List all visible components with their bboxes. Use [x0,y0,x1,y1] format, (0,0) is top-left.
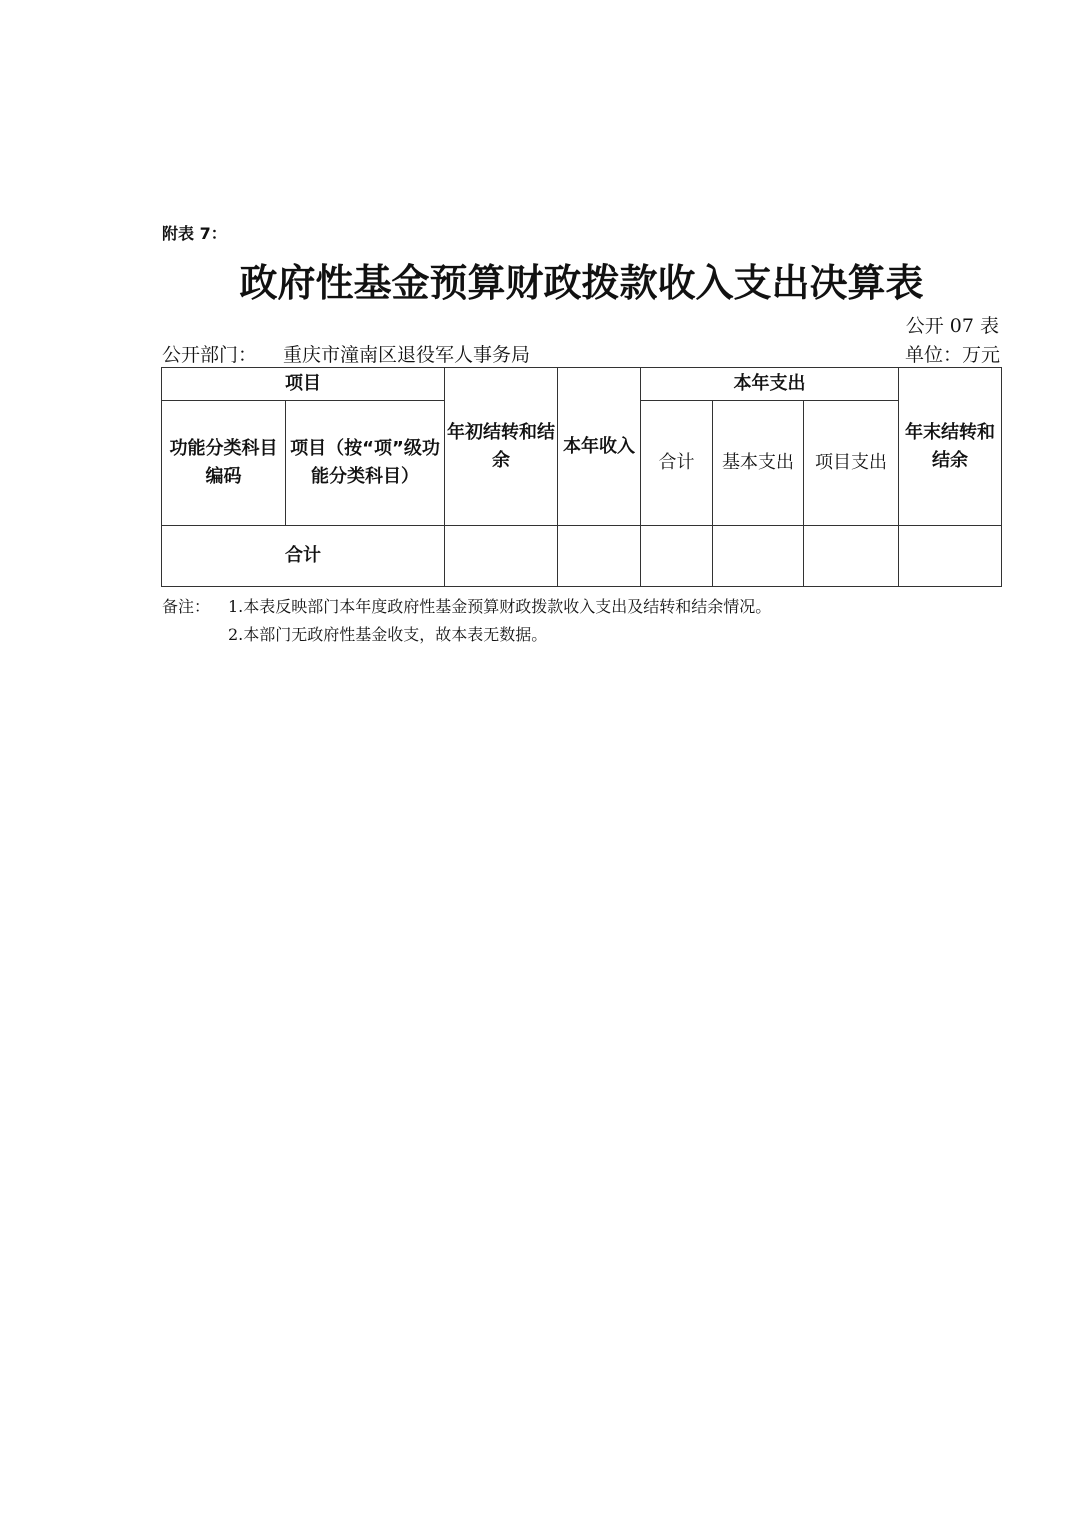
header-row-1 [162,368,1002,401]
total-expense-total-cell [641,526,713,587]
header-expense-group: 本年支出 [641,368,899,401]
header-code: 功能分类科目编码 [162,401,286,526]
total-project-expense-cell [804,526,899,587]
header-project-expense: 项目支出 [804,401,899,526]
header-item: 项目（按“项”级功能分类科目） [286,401,445,526]
attachment-label: 附表 7： [162,224,227,243]
notes-prefix: 备注： [162,597,211,616]
page-title: 政府性基金预算财政拨款收入支出决算表 [239,261,924,305]
header-opening-balance: 年初结转和结余 [445,368,558,526]
header-expense-total: 合计 [641,401,713,526]
total-income-cell [558,526,641,587]
department-name: 重庆市潼南区退役军人事务局 [283,344,531,366]
total-closing-balance-cell [899,526,1002,587]
header-project-group: 项目 [162,368,445,401]
total-row-label: 合计 [162,526,445,587]
table-code: 公开 07 表 [905,315,999,337]
note-item-2: 2.本部门无政府性基金收支，故本表无数据。 [228,625,548,644]
department-row [162,340,1000,366]
header-basic-expense: 基本支出 [713,401,804,526]
total-opening-balance-cell [445,526,558,587]
unit-label: 单位：万元 [904,344,1000,366]
department-label: 公开部门： [162,344,258,366]
budget-table [161,367,1002,587]
header-income: 本年收入 [558,368,641,526]
header-closing-balance: 年末结转和结余 [899,368,1002,526]
total-row [162,526,1002,587]
note-item-1: 1.本表反映部门本年度政府性基金预算财政拨款收入支出及结转和结余情况。 [228,597,772,616]
total-basic-expense-cell [713,526,804,587]
